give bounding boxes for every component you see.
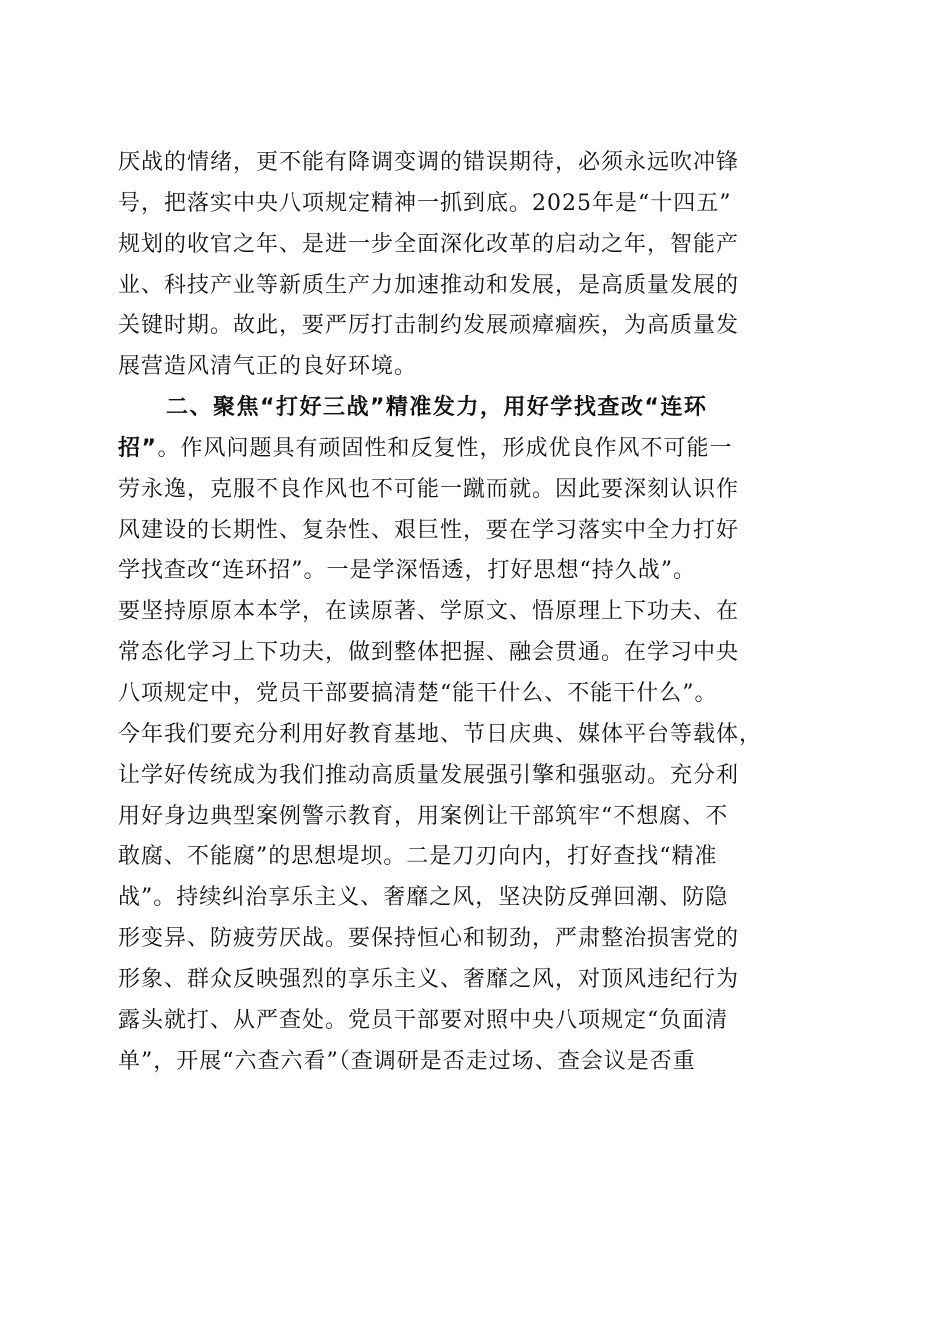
text-line: 战”。持续纠治享乐主义、奢靡之风，坚决防反弹回潮、防隐 <box>118 885 729 911</box>
text-line: 敢腐、不能腐”的思想堤坝。二是刀刃向内，打好查找“精准 <box>118 844 718 870</box>
text-line: 形象、群众反映强烈的享乐主义、奢靡之风，对顶风违纪行为 <box>118 966 740 992</box>
text-line: 八项规定中，党员干部要搞清楚“能干什么、不能干什么”。 <box>118 680 718 706</box>
text-line: 号，把落实中央八项规定精神一抓到底。2025年是“十四五” <box>118 190 732 216</box>
text-line: 规划的收官之年、是进一步全面深化改革的启动之年，智能产 <box>118 231 740 257</box>
text-line: 今年我们要充分利用好教育基地、节日庆典、媒体平台等载体， <box>118 721 763 747</box>
text-line: 要坚持原原本本学，在读原著、学原文、悟原理上下功夫、在 <box>118 599 740 625</box>
text-line: 用好身边典型案例警示教育，用案例让干部筑牢“不想腐、不 <box>118 803 729 829</box>
text-line: 露头就打、从严查处。党员干部要对照中央八项规定“负面清 <box>118 1007 729 1033</box>
text-line: 学找查改“连环招”。一是学深悟透，打好思想“持久战”。 <box>118 558 696 584</box>
text-line: 形变异、防疲劳厌战。要保持恒心和韧劲，严肃整治损害党的 <box>118 926 740 952</box>
text-line: 单”，开展“六查六看”（查调研是否走过场、查会议是否重 <box>118 1048 696 1074</box>
text-line: 让学好传统成为我们推动高质量发展强引擎和强驱动。充分利 <box>118 762 740 788</box>
text-line: 展营造风清气正的良好环境。 <box>118 354 418 380</box>
text-line: 风建设的长期性、复杂性、艰巨性，要在学习落实中全力打好 <box>118 517 740 543</box>
section-heading-line <box>118 388 838 429</box>
section-heading-end: 招” <box>118 435 158 461</box>
text-line: 业、科技产业等新质生产力加速推动和发展，是高质量发展的 <box>118 272 740 298</box>
section-heading: 二、聚焦“打好三战”精准发力，用好学找查改“连环 <box>166 395 708 421</box>
body-text <box>118 143 838 1082</box>
text-run: 。作风问题具有顽固性和反复性，形成优良作风不可能一 <box>157 435 733 461</box>
text-line: 厌战的情绪，更不能有降调变调的错误期待，必须永远吹冲锋 <box>118 150 740 175</box>
text-line: 劳永逸，克服不良作风也不可能一蹴而就。因此要深刻认识作 <box>118 476 740 502</box>
text-line: 常态化学习上下功夫，做到整体把握、融会贯通。在学习中央 <box>118 640 740 666</box>
text-line: 关键时期。故此，要严厉打击制约发展顽瘴痼疾，为高质量发 <box>118 313 740 339</box>
text-line <box>118 429 838 470</box>
